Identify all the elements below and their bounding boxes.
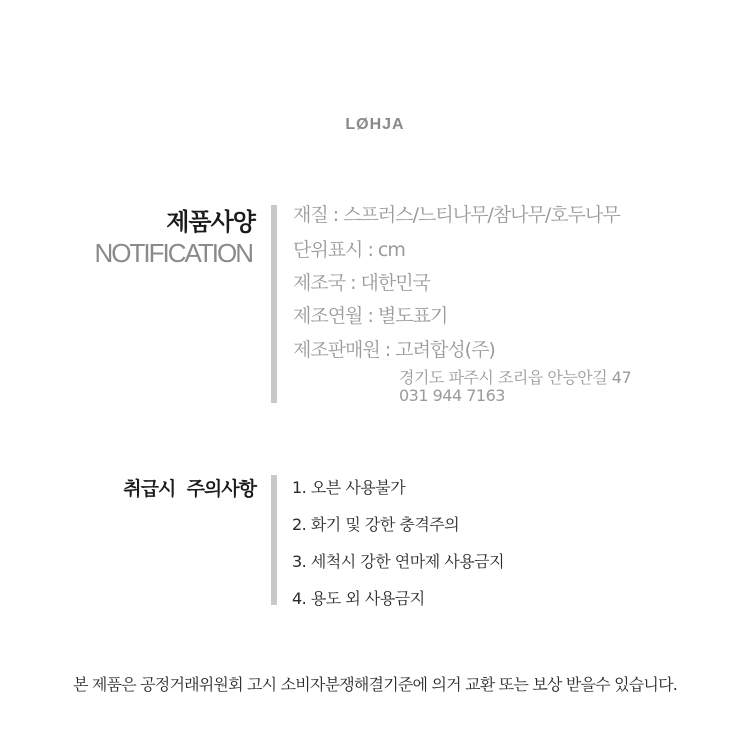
care-title-part1: 취급시 <box>123 478 176 500</box>
brand-logo: LØHJA <box>345 116 405 133</box>
spec-address: 경기도 파주시 조리읍 안능안길 47 <box>399 368 632 387</box>
care-item: 2. 화기 및 강한 충격주의 <box>292 515 460 534</box>
spec-subtitle: NOTIFICATION <box>94 238 252 268</box>
spec-material: 재질 : 스프러스/느티나무/참나무/호두나무 <box>293 204 620 226</box>
care-item: 3. 세척시 강한 연마제 사용금지 <box>292 552 505 571</box>
spec-date: 제조연월 : 별도표기 <box>293 305 448 327</box>
care-title <box>123 474 256 501</box>
spec-phone: 031 944 7163 <box>399 386 505 405</box>
notice-text: 본 제품은 공정거래위원회 고시 소비자분쟁해결기준에 의거 교환 또는 보상 받을수 있습니다. <box>72 675 678 694</box>
care-item: 1. 오븐 사용불가 <box>292 478 406 497</box>
spec-divider <box>271 205 277 403</box>
spec-country: 제조국 : 대한민국 <box>293 272 430 294</box>
care-item: 4. 용도 외 사용금지 <box>292 589 425 608</box>
care-divider <box>271 475 277 605</box>
care-title-part2: 주의사항 <box>186 478 256 500</box>
spec-unit: 단위표시 : cm <box>293 239 405 261</box>
spec-title: 제품사양 <box>166 208 255 236</box>
spec-seller: 제조판매원 : 고려합성(주) <box>293 339 495 361</box>
